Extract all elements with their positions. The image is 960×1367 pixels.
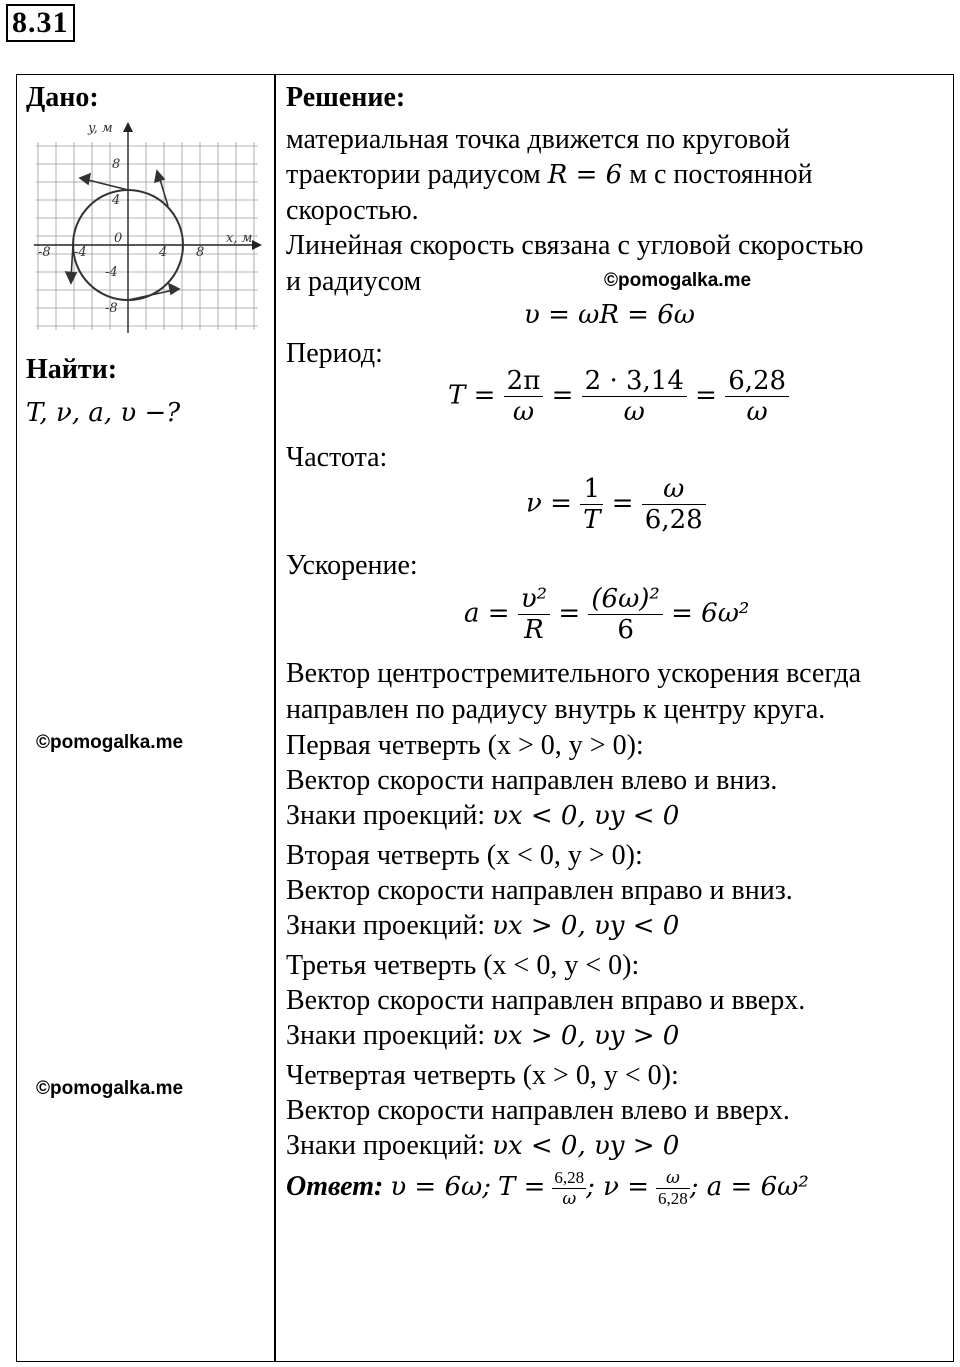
quarter-2-direction: Вектор скорости направлен вправо и вниз. — [286, 875, 793, 906]
quarter-4-title: Четвертая четверть (x > 0, y < 0): — [286, 1060, 679, 1091]
tick-x-4: 4 — [159, 245, 168, 260]
intro-line-1: материальная точка движется по круговой — [286, 124, 791, 155]
quarter-3-signs: Знаки проекций: υx > 0, υy > 0 — [286, 1020, 680, 1051]
watermark: ©pomogalka.me — [36, 732, 184, 753]
tick-origin: 0 — [114, 231, 123, 246]
equation-frequency: ν = $\frac{1}{T}$ = $\frac{\omega}{6,28}$ — [526, 474, 706, 535]
watermark: ©pomogalka.me — [604, 270, 752, 291]
y-axis-label: y, м — [88, 121, 113, 136]
graph-grid — [36, 142, 258, 330]
quarter-4-direction: Вектор скорости направлен влево и вверх. — [286, 1095, 790, 1126]
given-heading: Дано: — [26, 82, 99, 113]
tick-x-8: 8 — [196, 245, 205, 260]
y-axis-arrow-icon — [123, 122, 133, 132]
intro-line-2: траектории радиусом R = 6 м с постоянной — [286, 159, 813, 190]
equation-acceleration: a = $\frac{\text{υ²}}{R}$ = $\frac{\text{(6ω)²}}{6}$ = 6ω² — [464, 584, 750, 645]
velocity-arrow-q3-icon — [66, 272, 76, 283]
find-unknowns: T, ν, a, υ −? — [26, 398, 181, 428]
x-axis-label: x, м — [226, 231, 253, 246]
velocity-arrow-q2-icon — [80, 174, 90, 184]
quarter-1-title: Первая четверть (x > 0, y > 0): — [286, 730, 644, 761]
velocity-arrow-q1-icon — [155, 171, 164, 182]
equation-period: T = $\frac{2\pi}{\omega}$ = $\frac{2 \cdot 3,14}{\omega}$ = $\frac{6,28}{\omega}$ — [448, 366, 789, 427]
period-label: Период: — [286, 338, 383, 369]
linear-line-1: Линейная скорость связана с угловой скоростью — [286, 230, 864, 261]
tick-y-minus-4: -4 — [105, 265, 118, 280]
velocity-vector-q2 — [84, 179, 128, 190]
quarter-2-title: Вторая четверть (x < 0, y > 0): — [286, 840, 643, 871]
x-axis-arrow-icon — [252, 240, 262, 250]
problem-number: 8.31 — [6, 4, 75, 42]
acceleration-label: Ускорение: — [286, 550, 418, 581]
watermark: ©pomogalka.me — [36, 1078, 184, 1099]
answer-line: Ответ: υ = 6ω; T = $\frac{6,28}{\omega}$ ; ν = $\frac{\omega}{6,28}$ ; a = 6ω² — [286, 1168, 809, 1209]
quarter-1-signs: Знаки проекций: υx < 0, υy < 0 — [286, 800, 680, 831]
centripetal-line-2: направлен по радиусу внутрь к центру круга. — [286, 694, 826, 725]
velocity-arrow-q4-icon — [169, 284, 179, 294]
quarter-4-signs: Знаки проекций: υx < 0, υy > 0 — [286, 1130, 680, 1161]
quarter-1-direction: Вектор скорости направлен влево и вниз. — [286, 765, 778, 796]
quarter-3-direction: Вектор скорости направлен вправо и вверх. — [286, 985, 806, 1016]
linear-line-2: и радиусом — [286, 266, 422, 297]
find-heading: Найти: — [26, 354, 118, 385]
tick-y-minus-8: -8 — [105, 301, 118, 316]
velocity-vector-q4 — [128, 290, 174, 300]
tick-y-8: 8 — [112, 157, 121, 172]
tick-x-minus-4: -4 — [74, 245, 87, 260]
quarter-3-title: Третья четверть (x < 0, y < 0): — [286, 950, 640, 981]
trajectory-graph — [28, 118, 266, 338]
tick-x-minus-8: -8 — [38, 245, 51, 260]
quarter-2-signs: Знаки проекций: υx > 0, υy < 0 — [286, 910, 680, 941]
intro-line-3: скоростью. — [286, 195, 419, 226]
tick-y-4: 4 — [112, 193, 121, 208]
frequency-label: Частота: — [286, 442, 388, 473]
column-divider — [274, 74, 276, 1362]
answer-label: Ответ: — [286, 1170, 384, 1202]
solution-heading: Решение: — [286, 82, 406, 113]
centripetal-line-1: Вектор центростремительного ускорения всегда — [286, 658, 862, 689]
equation-velocity: υ = ωR = 6ω — [524, 300, 695, 330]
